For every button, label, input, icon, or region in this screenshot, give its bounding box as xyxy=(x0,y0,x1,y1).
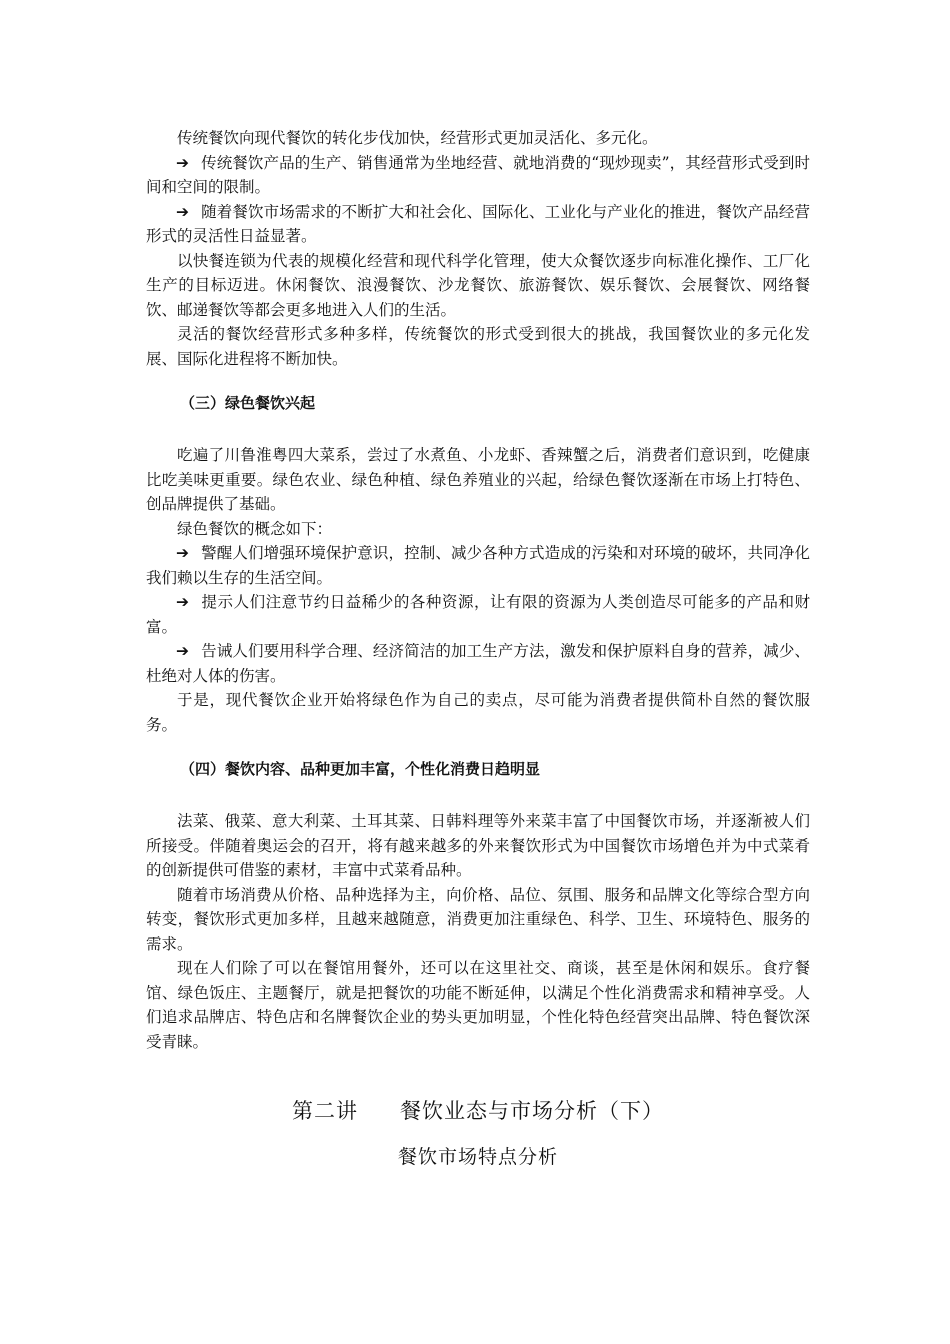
paragraph: 传统餐饮向现代餐饮的转化步伐加快，经营形式更加灵活化、多元化。 xyxy=(177,129,658,147)
bullet-text: 告诫人们要用科学合理、经济简洁的加工生产方法，激发和保护原料自身的营养，减少、杜绝对人体的伤害。 xyxy=(146,642,810,685)
paragraph: 吃遍了川鲁淮粤四大菜系，尝过了水煮鱼、小龙虾、香辣蟹之后，消费者们意识到，吃健康比吃美味更重要。绿色农业、绿色种植、绿色养殖业的兴起，给绿色餐饮逐渐在市场上打特色、创品牌提供了基础。 xyxy=(146,446,810,513)
arrow-icon: ➔ xyxy=(176,202,189,221)
bullet-text: 提示人们注意节约日益稀少的各种资源，让有限的资源为人类创造尽可能多的产品和财富。 xyxy=(146,593,810,636)
document-page xyxy=(146,126,810,1172)
bullet-text: 随着餐饮市场需求的不断扩大和社会化、国际化、工业化与产业化的推进，餐饮产品经营形式的灵活性日益显著。 xyxy=(146,202,810,245)
paragraph: 于是，现代餐饮企业开始将绿色作为自己的卖点，尽可能为消费者提供简朴自然的餐饮服务。 xyxy=(146,691,810,734)
paragraph: 以快餐连锁为代表的规模化经营和现代科学化管理，使大众餐饮逐步向标准化操作、工厂化生产的目标迈进。休闲餐饮、浪漫餐饮、沙龙餐饮、旅游餐饮、娱乐餐饮、会展餐饮、网络餐饮、邮递餐饮等都会更多地进入人们的生活。 xyxy=(146,251,810,319)
section-heading: （四）餐饮内容、品种更加丰富，个性化消费日趋明显 xyxy=(180,760,541,778)
paragraph: 灵活的餐饮经营形式多种多样，传统餐饮的形式受到很大的挑战，我国餐饮业的多元化发展、国际化进程将不断加快。 xyxy=(146,325,810,368)
arrow-icon: ➔ xyxy=(176,593,189,611)
bullet-text: 警醒人们增强环境保护意识，控制、减少各种方式造成的污染和对环境的破坏，共同净化我们赖以生存的生活空间。 xyxy=(146,544,810,587)
paragraph: 绿色餐饮的概念如下： xyxy=(177,519,333,538)
section-heading: （三）绿色餐饮兴起 xyxy=(180,394,316,412)
arrow-icon: ➔ xyxy=(176,544,189,562)
bullet-text: 传统餐饮产品的生产、销售通常为坐地经营、就地消费的“现炒现卖”，其经营形式受到时间和空间的限制。 xyxy=(146,153,810,196)
bullet-item xyxy=(146,151,810,200)
bullet-item xyxy=(146,639,810,688)
lecture-title-text: 餐饮业态与市场分析（下） xyxy=(400,1099,664,1123)
arrow-icon: ➔ xyxy=(176,642,189,660)
bullet-item xyxy=(146,200,810,249)
bullet-item xyxy=(146,590,810,639)
paragraph: 法菜、俄菜、意大利菜、土耳其菜、日韩料理等外来菜丰富了中国餐饮市场，并逐渐被人们所接受。伴随着奥运会的召开，将有越来越多的外来餐饮形式为中国餐饮市场增色并为中式菜肴的创新提供可借鉴的素材，丰富中式菜肴品种。 xyxy=(146,812,810,879)
arrow-icon: ➔ xyxy=(176,153,189,172)
bullet-item xyxy=(146,541,810,590)
lecture-number: 第二讲 xyxy=(292,1099,358,1123)
paragraph: 随着市场消费从价格、品种选择为主，向价格、品位、氛围、服务和品牌文化等综合型方向转变，餐饮形式更加多样，且越来越随意，消费更加注重绿色、科学、卫生、环境特色、服务的需求。 xyxy=(146,885,810,953)
lecture-title xyxy=(146,1096,810,1126)
paragraph: 现在人们除了可以在餐馆用餐外，还可以在这里社交、商谈，甚至是休闲和娱乐。食疗餐馆、绿色饭庄、主题餐厅，就是把餐饮的功能不断延伸，以满足个性化消费需求和精神享受。人们追求品牌店、特色店和名牌餐饮企业的势头更加明显，个性化特色经营突出品牌、特色餐饮深受青睐。 xyxy=(146,959,810,1051)
lecture-subtitle: 餐饮市场特点分析 xyxy=(397,1146,558,1168)
